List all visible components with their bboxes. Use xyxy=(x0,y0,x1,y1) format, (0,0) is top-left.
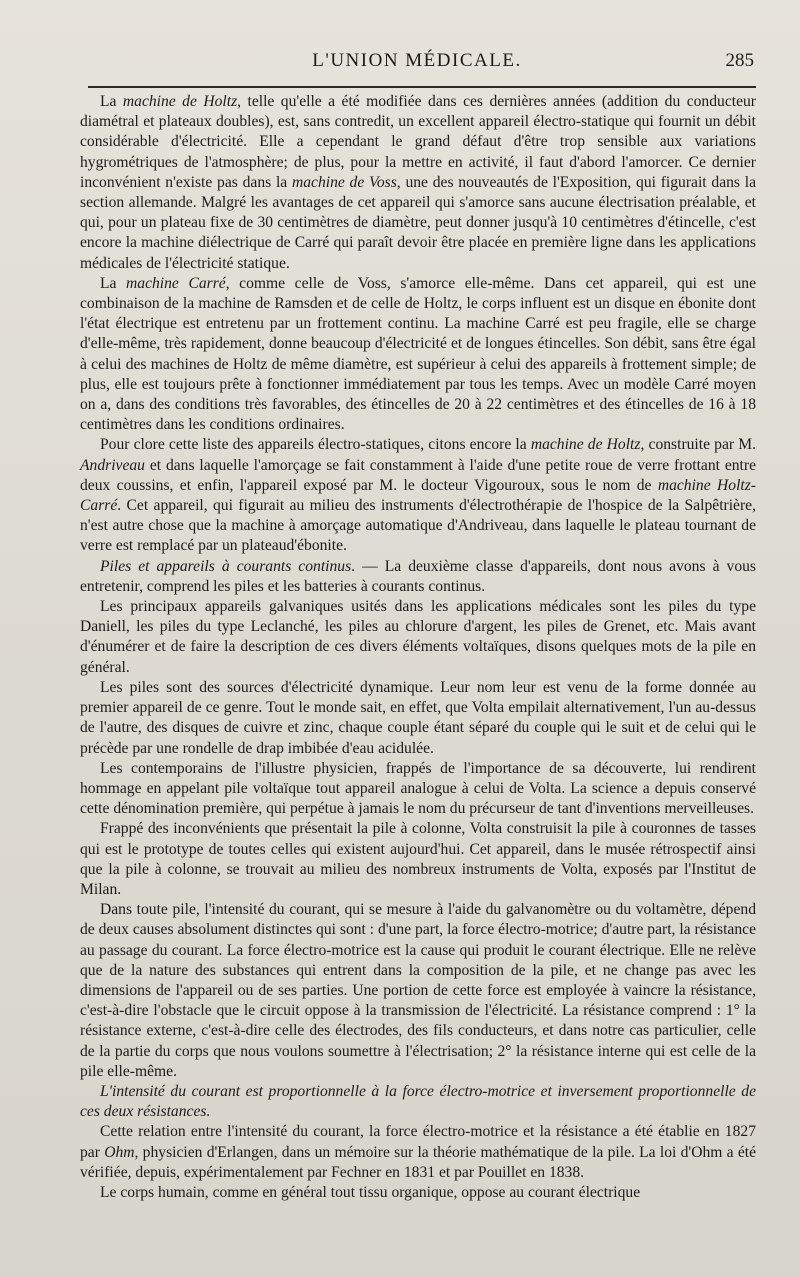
italic-run: machine Holtz-Carré xyxy=(80,476,756,515)
paragraph xyxy=(80,1122,756,1183)
text-run: Cette relation entre l'intensité du courant, la force électro-motrice et la résistance a été établie en 1827 par xyxy=(80,1123,756,1161)
text-run: La xyxy=(100,93,123,110)
text-run: . — La deuxième classe d'appareils, dont nous avons à vous entretenir, comprend les piles et les batteries à courants continus. xyxy=(80,557,756,595)
text-run: Les principaux appareils galvaniques usités dans les applications médicales sont les piles du type Daniell, les piles du type Leclanché, les piles au chlorure d'argent, les piles de Grenet, etc. Mais avant d'énumérer et de faire la description de ces divers éléments voltaïques, disons quelques mots de la pile en général. xyxy=(80,598,756,676)
page-number: 285 xyxy=(725,50,754,71)
text-run: , telle qu'elle a été modifiée dans ces dernières années (addition du conducteur diamétral et plateaux doubles), est, sans contredit, un excellent appareil électro-statique qui fournit un débit considérable d'électricité. Elle a cependant le grand défaut d'être trop sensible aux variations hygrométriques de l'atmosphère; de plus, pour la mettre en activité, il faut d'abord l'amorcer. Ce dernier inconvénient n'existe pas dans la xyxy=(80,93,756,191)
text-run: , physicien d'Erlangen, dans un mémoire sur la théorie mathématique de la pile. La loi d'Ohm a été vérifiée, depuis, expérimentalement par Fechner en 1831 et par Pouillet en 1838. xyxy=(80,1143,756,1181)
paragraph xyxy=(80,819,756,900)
text-run: . Cet appareil, qui figurait au milieu des instruments d'électrothérapie de l'hospice de la Salpêtrière, n'est autre chose que la machine à amorçage automatique d'Andriveau, dans laquelle le plateau tournant de verre est remplacé par un plateaud'ébonite. xyxy=(80,497,756,555)
text-run: Pour clore cette liste des appareils électro-statiques, citons encore la xyxy=(100,436,531,454)
paragraph xyxy=(80,678,756,759)
paragraph xyxy=(80,1183,756,1203)
paragraph xyxy=(80,435,756,556)
paragraph xyxy=(80,900,756,1082)
italic-run: L'intensité du courant est proportionnelle à la force électro-motrice et inversement proportionnelle de ces deux résistances. xyxy=(80,1082,756,1121)
italic-run: machine Carré xyxy=(126,274,226,292)
text-run: Dans toute pile, l'intensité du courant, qui se mesure à l'aide du galvanomètre ou du voltamètre, dépend de deux causes absolument distinctes qui sont : d'une part, la force électro-motrice; d'autre part, la résistance au passage du courant. La force électro-motrice est la cause qui produit le courant électrique. Elle ne relève que de la nature des substances qui entrent dans la composition de la pile, et ne change pas avec les dimensions de l'appareil ou de ses parties. Une portion de cette force est employée à vaincre la résistance, c'est-à-dire l'obstacle que le circuit oppose à la transmission de l'électricité. La résistance comprend : 1° la résistance externe, c'est-à-dire celle des électrodes, des fils conducteurs, et dans notre cas particulier, celle de la partie du corps que nous voulons soumettre à l'électrisation; 2° la résistance interne qui est celle de la pile elle-même. xyxy=(80,901,756,1080)
text-run: , comme celle de Voss, s'amorce elle-même. Dans cet appareil, qui est une combinaison de la machine de Ramsden et de celle de Holtz, le corps influent est un disque en ébonite dont l'état électrique est entretenu par un frottement continu. La machine Carré est peu fragile, elle se charge d'elle-même, très rapidement, donne beaucoup d'électricité et de longues étincelles. Son débit, sans être égal à celui des machines de Holtz de même diamètre, est supérieur à celui des appareils à frottement simple; de plus, elle est toujours prête à fonctionner immédiatement par tous les temps. Avec un modèle Carré moyen on a, dans des conditions très favorables, des étincelles de 20 à 22 centimètres et des étincelles de 16 à 18 centimètres dans les conditions ordinaires. xyxy=(80,274,756,434)
paragraph xyxy=(80,597,756,678)
paragraph xyxy=(80,1082,756,1122)
paragraph xyxy=(80,557,756,597)
paragraph xyxy=(80,92,756,274)
text-run: et dans laquelle l'amorçage se fait constamment à l'aide d'une petite roue de verre frottant entre deux coussins, et enfin, l'appareil exposé par M. le docteur Vigouroux, sous le nom de xyxy=(80,456,756,494)
italic-run: Andriveau xyxy=(80,456,145,474)
paragraph xyxy=(80,274,756,436)
text-run: , construite par M. xyxy=(640,436,757,454)
text-run: Les piles sont des sources d'électricité dynamique. Leur nom leur est venu de la forme donnée au premier appareil de ce genre. Tout le monde sait, en effet, que Volta empilait alternativement, l'un au-dessus de l'autre, des disques de cuivre et zinc, chaque couple étant séparé du couple qui le suit et de celui qui le précède par une rondelle de drap imbibée d'eau acidulée. xyxy=(80,678,756,757)
italic-run: machine de Holtz xyxy=(122,93,238,110)
paragraph xyxy=(80,759,756,820)
text-run: Frappé des inconvénients que présentait la pile à colonne, Volta construisit la pile à couronnes de tasses qui est le prototype de toutes celles qui existent aujourd'hui. Cet appareil, dans le musée rétrospectif ainsi que la pile à colonne, se trouvait au milieu des nombreux instruments de Volta, exposés par l'Institut de Milan. xyxy=(80,820,756,898)
header-rule xyxy=(88,86,756,88)
text-run: La xyxy=(100,274,127,292)
italic-run: Piles et appareils à courants continus xyxy=(100,557,352,575)
italic-run: machine de Holtz xyxy=(530,436,641,454)
italic-run: machine de Voss xyxy=(291,173,397,191)
text-run: Les contemporains de l'illustre physicien, frappés de l'importance de sa découverte, lui rendirent hommage en appelant pile voltaïque tout appareil analogue à celui de Volta. La science a depuis conservé cette dénomination première, qui perpétue à jamais le nom du précurseur de tant d'inventions merveilleuses. xyxy=(80,759,756,818)
article-body xyxy=(80,92,756,1203)
italic-run: Ohm xyxy=(104,1143,135,1161)
running-title: L'UNION MÉDICALE. xyxy=(312,50,522,71)
running-header xyxy=(78,46,756,76)
text-run: Le corps humain, comme en général tout tissu organique, oppose au courant électrique xyxy=(100,1183,641,1201)
text-run: , une des nouveautés de l'Exposition, qui figurait dans la section allemande. Malgré les avantages de cet appareil qui s'amorce sans aucune électrisation préalable, et qui, pour un plateau fixe de 30 centimètres de diamètre, peut donner jusqu'à 10 centimètres d'étincelle, c'est encore la machine diélectrique de Carré qui paraît devoir être placée en première ligne dans les applications médicales de l'électricité statique. xyxy=(80,173,756,272)
